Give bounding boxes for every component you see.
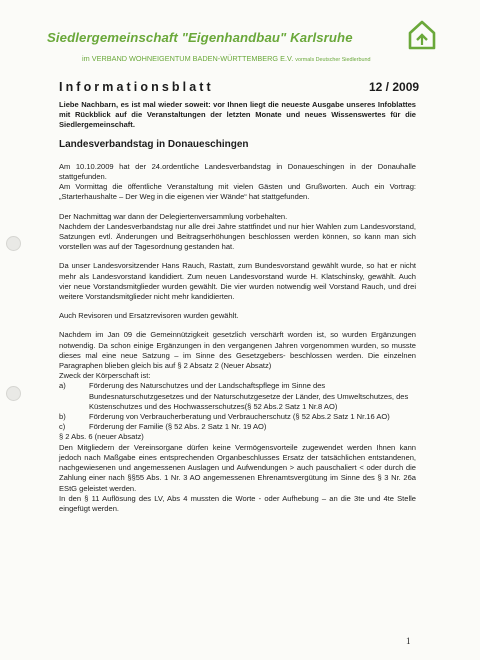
intro-paragraph: [59, 100, 416, 131]
affiliation-former: vormals Deutscher Siedlerbund: [295, 57, 371, 63]
house-logo-icon: [408, 20, 436, 50]
greeting: Liebe Nachbarn,: [59, 100, 119, 109]
paragraph: Der Nachmittag war dann der Delegiertenversammlung vorbehalten.: [59, 211, 288, 221]
paragraph: Nachdem im Jan 09 die Gemeinnützigkeit gesetzlich verschärft worden ist, so wurden Ergänzungen notwendig. Da schon einige Ergänzungen in den vergangenen Jahren vorgenommen wurden, so musste dieses mal eine neue Satzung – im Sinne des Gesetzgebers- beschlossen werden. Die einzelnen Paragraphen blieben gleich bis auf § 2 Absatz 2 (Neuer Absatz): [59, 330, 416, 371]
paragraph: Am 10.10.2009 hat der 24.ordentliche Landesverbandstag in Donaueschingen in der Donauhalle stattgefunden.: [59, 161, 416, 182]
paragraph: Nachdem der Landesverbandstag nur alle drei Jahre stattfindet und nur hier Wahlen zum Landesvorstand, Satzungen evtl. Änderungen und Beitragserhöhungen beschlossen werden können, so kann man sich vorstellen was auf der Tagesordnung gestanden hat.: [59, 221, 416, 252]
page-number: 1: [406, 636, 411, 646]
paragraph: In den § 11 Auflösung des LV, Abs 4 mussten die Worte - oder Aufhebung – an die 3te und 4te Stelle eingefügt werden.: [59, 493, 416, 513]
list-marker: b): [59, 412, 66, 422]
content: [59, 100, 416, 514]
doc-title: Informationsblatt: [59, 80, 214, 94]
list-marker: a): [59, 381, 66, 391]
org-name: Siedlergemeinschaft "Eigenhandbau" Karlsruhe: [47, 30, 353, 45]
paragraph: Zweck der Körperschaft ist:: [59, 371, 151, 381]
paragraph: § 2 Abs. 6 (neuer Absatz): [59, 432, 144, 442]
paragraph: Am Vormittag die öffentliche Veranstaltung mit vielen Gästen und Grußworten. Auch ein Vortrag: „Starterhaushalte – Der Weg in die eigenen vier Wände“ hat stattgefunden.: [59, 182, 416, 202]
punch-hole-top: [6, 236, 21, 251]
list-item: Förderung der Familie (§ 52 Abs. 2 Satz 1 Nr. 19 AO): [89, 422, 267, 432]
list-marker: c): [59, 422, 66, 432]
issue-number: 12 / 2009: [369, 80, 420, 94]
punch-hole-bottom: [6, 386, 21, 401]
affiliation: im VERBAND WOHNEIGENTUM BADEN-WÜRTTEMBERG E.V.: [82, 54, 294, 63]
paragraph: Da unser Landesvorsitzender Hans Rauch, Rastatt, zum Bundesvorstand gewählt wurde, so hat er nicht mehr als Landesvorstand kandidiert. Zum neuen Landesvorstand wurde H. Klatschinsky, gewählt. Auch vier neue Vorstandsmitglieder wurden gewählt. Die vier wurden notwendig weil Vorstand Rauch, und drei weitere Vorstandsmitglieder nicht mehr kandidierten.: [59, 261, 416, 302]
paragraph: Den Mitgliedern der Vereinsorgane dürfen keine Vermögensvorteile zugewendet werden Ihnen kann jedoch nach Maßgabe eines entsprechenden Organbeschlusses Ersatz der tatsächlichen entstandenen, nachgewiesenen und angemessenen Auslagen und Aufwendungen > auch pauschaliert < oder durch die Zahlung einer nach §§55 Abs. 1 Nr. 3 AO angemessenen Ehrenamtsvergütung im Sinne des § 3 Nr. 26a EStG geleistet werden.: [59, 442, 416, 493]
intro-text: es ist mal wieder soweit: vor Ihnen liegt die neueste Ausgabe unseres Infoblattes mit Rückblick auf die Veranstaltungen der letzten Monate und neues Wissenswertes für die Siedlergemeinschaft.: [59, 100, 416, 130]
paragraph: Auch Revisoren und Ersatzrevisoren wurden gewählt.: [59, 311, 239, 321]
purpose-list: [59, 381, 416, 432]
section-heading: Landesverbandstag in Donaueschingen: [59, 138, 249, 150]
affiliation-line: [82, 54, 370, 63]
list-item: Förderung von Verbraucherberatung und Verbraucherschutz (§ 52 Abs.2 Satz 1 Nr.16 AO): [89, 412, 390, 422]
list-item: Förderung des Naturschutzes und der Landschaftspflege im Sinne des Bundesnaturschutzgesetzes und der Naturschutzgesetze der Länder, des Umweltschutzes, des Küstenschutzes und des Hochwasserschutzes(§ 52 Abs.2 Satz 1 Nr.8 AO): [89, 381, 409, 411]
